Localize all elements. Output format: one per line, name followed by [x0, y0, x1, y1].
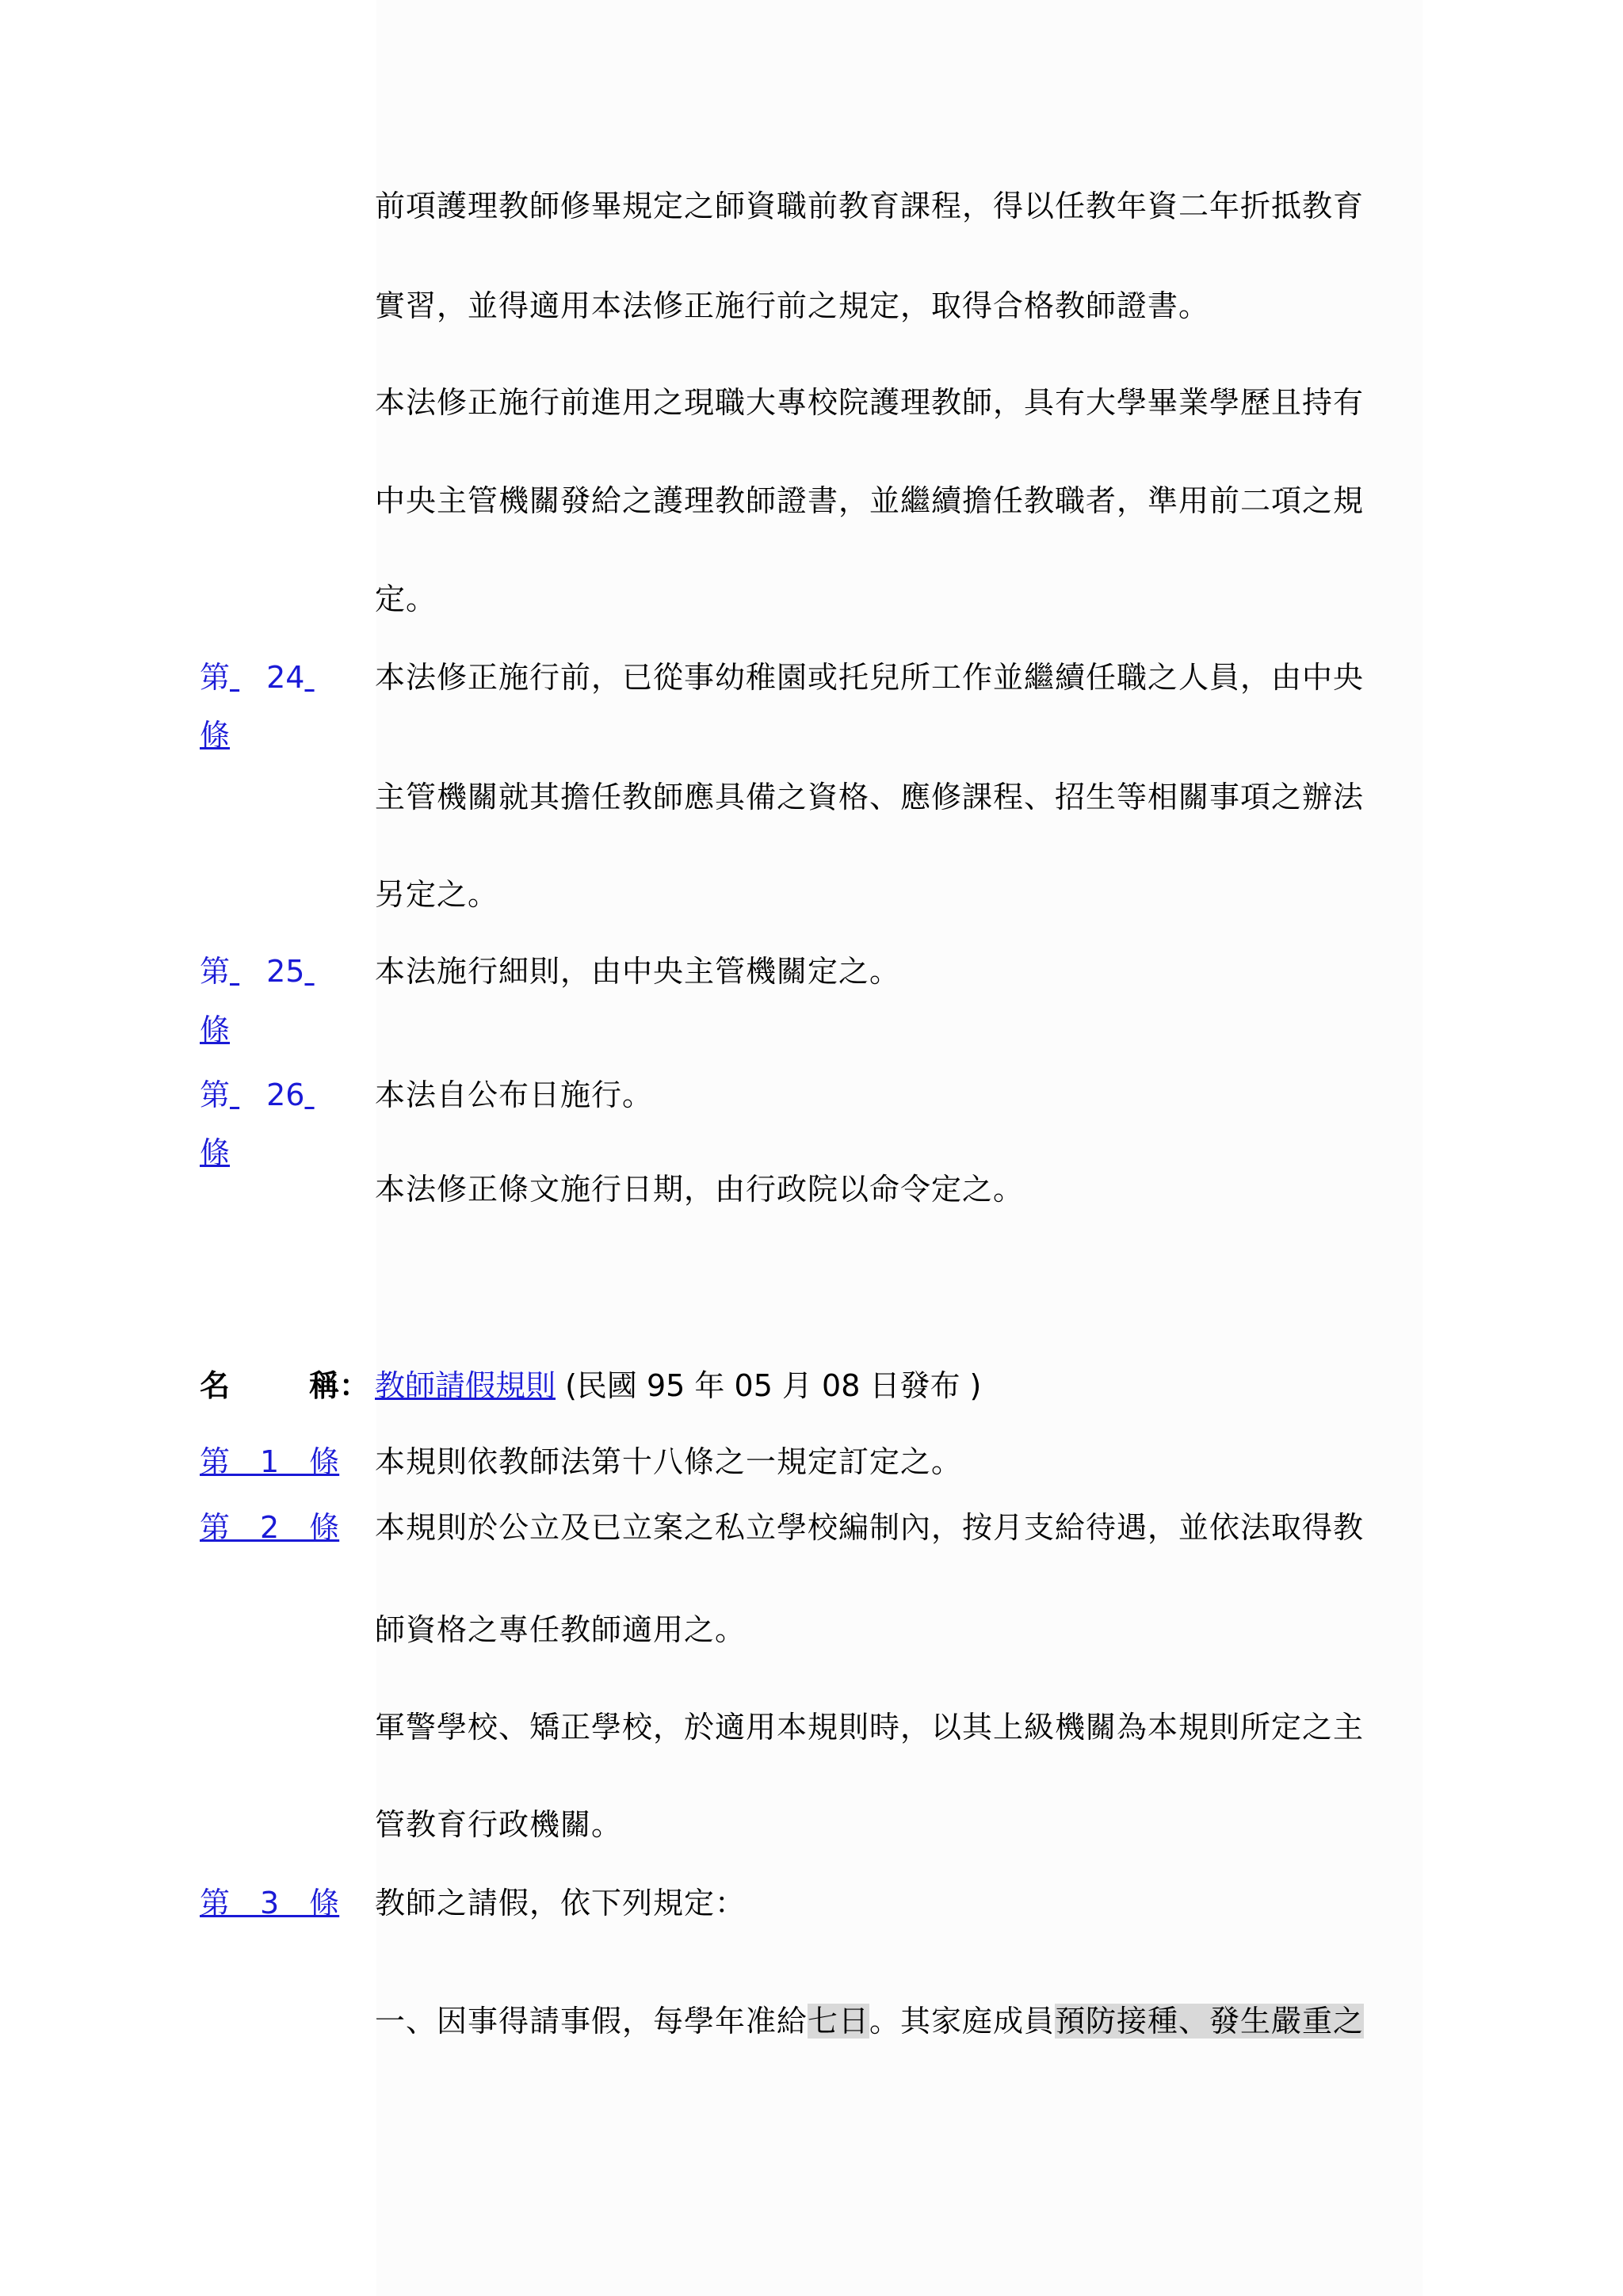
- regulation-title-link[interactable]: 教師請假規則: [375, 1368, 556, 1403]
- item-text: 。其家庭成員: [869, 2004, 1056, 2039]
- article-25-text: 本法施行細則，由中央主管機關定之。: [375, 954, 901, 989]
- article-number: 26: [266, 1077, 305, 1112]
- name-label-char: 稱：: [309, 1368, 370, 1403]
- article-24-link-suffix[interactable]: 條: [200, 718, 231, 753]
- article-25-link-suffix[interactable]: 條: [200, 1013, 231, 1047]
- regulation-title: [375, 1367, 981, 1405]
- article-2-text: 師資格之專任教師適用之。: [375, 1612, 747, 1647]
- article-2-link[interactable]: 第 2 條: [200, 1510, 340, 1545]
- article-25-link[interactable]: [200, 952, 356, 990]
- article-24-link[interactable]: [200, 658, 356, 696]
- highlighted-text: 七日: [808, 2004, 870, 2039]
- article-gap: [315, 1076, 356, 1114]
- paragraph-line: 定。: [375, 582, 437, 616]
- article-3-text: 教師之請假，依下列規定：: [375, 1886, 747, 1920]
- article-1-text: 本規則依教師法第十八條之一規定訂定之。: [375, 1444, 963, 1479]
- article-prefix: 第: [200, 660, 231, 695]
- article-26-text: 本法修正條文施行日期，由行政院以命令定之。: [375, 1172, 1025, 1207]
- article-26-text: 本法自公布日施行。: [375, 1077, 654, 1112]
- item-text: 一、因事得請事假，每學年准給: [375, 2004, 808, 2039]
- article-26-link-suffix[interactable]: 條: [200, 1135, 231, 1170]
- paragraph-line: 本法修正施行前進用之現職大專校院護理教師，具有大學畢業學歷且持有: [375, 385, 1365, 420]
- article-3-link[interactable]: 第 3 條: [200, 1886, 340, 1920]
- article-24-text: 本法修正施行前，已從事幼稚園或托兒所工作並繼續任職之人員，由中央: [375, 660, 1365, 695]
- article-gap: [315, 658, 356, 696]
- name-label-char: 名: [200, 1368, 231, 1403]
- article-26-link[interactable]: [200, 1076, 356, 1114]
- article-number: 25: [266, 954, 305, 989]
- paragraph-line: 中央主管機關發給之護理教師證書，並繼續擔任教職者，準用前二項之規: [375, 483, 1365, 518]
- article-1-link[interactable]: 第 1 條: [200, 1444, 340, 1479]
- article-3-item-1: [375, 2002, 1364, 2040]
- paragraph-line: 前項護理教師修畢規定之師資職前教育課程，得以任教年資二年折抵教育: [375, 189, 1365, 223]
- article-24-text: 主管機關就其擔任教師應具備之資格、應修課程、招生等相關事項之辦法: [375, 780, 1365, 814]
- article-gap: [315, 952, 356, 990]
- paragraph-line: 實習，並得適用本法修正施行前之規定，取得合格教師證書。: [375, 288, 1210, 323]
- regulation-date-note: (民國 95 年 05 月 08 日發布 ): [556, 1368, 982, 1403]
- highlighted-text: 預防接種、發生嚴重之: [1055, 2004, 1365, 2039]
- name-label: [200, 1367, 369, 1405]
- article-prefix: 第: [200, 1077, 231, 1112]
- text-column-shade: [376, 0, 1423, 2296]
- article-2-text: 軍警學校、矯正學校，於適用本規則時，以其上級機關為本規則所定之主: [375, 1710, 1365, 1745]
- article-2-text: 本規則於公立及已立案之私立學校編制內，按月支給待遇，並依法取得教: [375, 1510, 1365, 1545]
- article-number: 24: [266, 660, 305, 695]
- article-2-text: 管教育行政機關。: [375, 1807, 623, 1842]
- article-24-text: 另定之。: [375, 877, 499, 912]
- article-prefix: 第: [200, 954, 231, 989]
